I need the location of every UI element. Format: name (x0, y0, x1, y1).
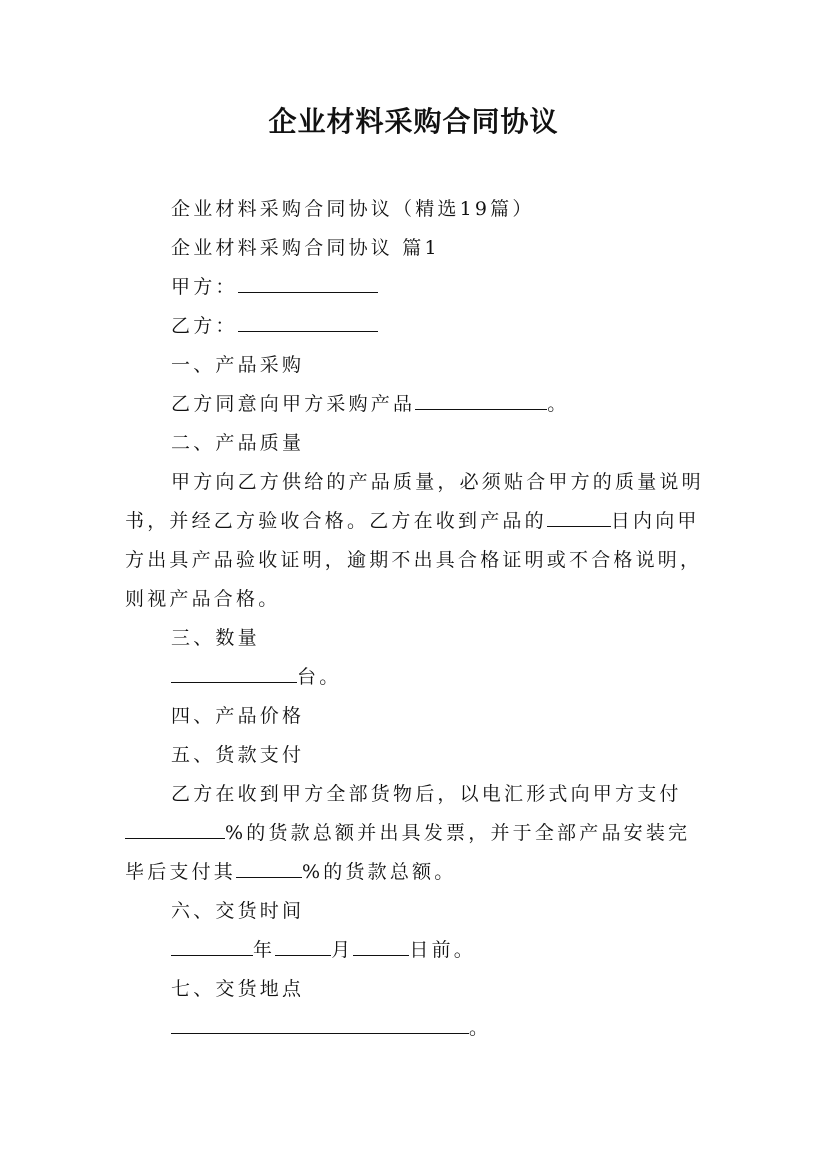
party-a-blank (238, 273, 378, 293)
heading-product-quality: 二、产品质量 (171, 432, 305, 454)
product-quality-clause (125, 463, 705, 619)
day-blank (353, 936, 409, 956)
year-blank (171, 936, 253, 956)
party-b-line (125, 307, 705, 346)
quality-text-part1: 甲方向乙方供给的产品质量，必须贴合甲方的质量说明书，并经乙方验收合格。乙方在收到产品的 (125, 471, 704, 532)
heading-delivery-place: 七、交货地点 (171, 978, 305, 1000)
heading-product-price: 四、产品价格 (171, 705, 305, 727)
heading-quantity: 三、数量 (171, 627, 260, 649)
subtitle: 企业材料采购合同协议（精选19篇） (171, 198, 535, 220)
quantity-blank (171, 663, 297, 683)
payment-clause (125, 775, 705, 892)
first-payment-percent-blank (125, 819, 225, 839)
delivery-place-blank (171, 1014, 469, 1034)
party-b-blank (238, 312, 378, 332)
heading-payment: 五、货款支付 (171, 744, 305, 766)
quantity-unit: 台。 (297, 666, 342, 688)
year-label: 年 (253, 939, 276, 961)
payment-text-part3: %的货款总额。 (302, 861, 457, 883)
month-label: 月 (331, 939, 354, 961)
product-purchase-clause (125, 385, 705, 424)
payment-text-part2: %的货款总额并出具发票，并于全部产品安装完毕后支付其 (125, 822, 691, 883)
month-blank (275, 936, 331, 956)
product-blank (415, 390, 547, 410)
party-a-label: 甲方： (171, 276, 238, 298)
product-purchase-end: 。 (547, 393, 570, 415)
section-heading: 企业材料采购合同协议 篇1 (171, 237, 440, 259)
acceptance-days-blank (547, 507, 611, 527)
party-a-line (125, 268, 705, 307)
payment-text-part1: 乙方在收到甲方全部货物后，以电汇形式向甲方支付 (171, 783, 682, 805)
party-b-label: 乙方： (171, 315, 238, 337)
heading-delivery-time: 六、交货时间 (171, 900, 305, 922)
heading-product-purchase: 一、产品采购 (171, 354, 305, 376)
document-title: 企业材料采购合同协议 (268, 105, 559, 138)
delivery-place-clause (125, 1009, 705, 1048)
day-label: 日前。 (409, 939, 477, 961)
document-body (125, 190, 705, 1048)
product-purchase-text: 乙方同意向甲方采购产品 (171, 393, 416, 415)
delivery-place-end: 。 (469, 1017, 492, 1039)
quality-text-part2: 日内向甲方出具产品验收证明，逾期不出具合格证明或不合格说明，则视产品合格。 (125, 510, 703, 610)
final-payment-percent-blank (236, 858, 302, 878)
quantity-clause (125, 658, 705, 697)
delivery-time-clause (125, 931, 705, 970)
